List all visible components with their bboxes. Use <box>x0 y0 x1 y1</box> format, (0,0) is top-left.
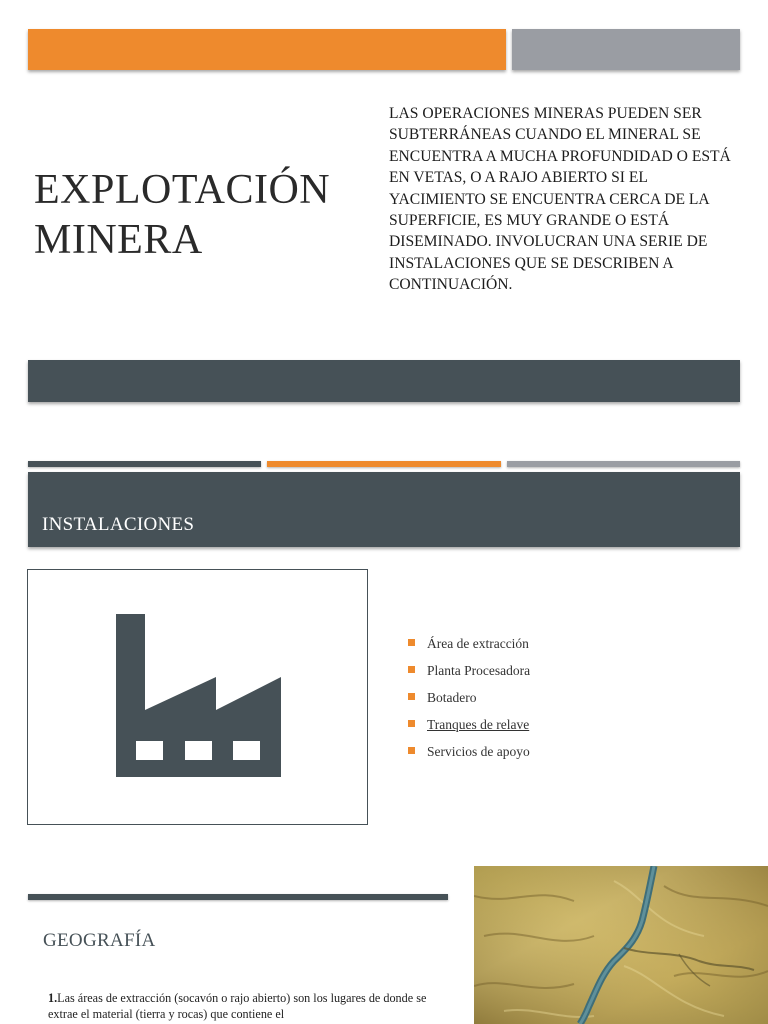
list-item-link[interactable]: Tranques de relave <box>408 715 530 742</box>
terrain-map-image <box>474 866 768 1024</box>
divider-segment-dark <box>28 461 261 467</box>
bullet-square-icon <box>408 639 415 646</box>
slide-title-line2: MINERA <box>34 217 203 263</box>
slide-title <box>34 165 364 265</box>
bullet-square-icon <box>408 666 415 673</box>
bullet-square-icon <box>408 720 415 727</box>
geography-title: GEOGRAFÍA <box>43 930 156 951</box>
bullet-square-icon <box>408 693 415 700</box>
bullet-square-icon <box>408 747 415 754</box>
accent-bar-gray <box>512 29 740 70</box>
river-terrain-illustration <box>474 866 768 1024</box>
section-title: INSTALACIONES <box>42 514 195 535</box>
divider-segment-orange <box>267 461 501 467</box>
section-header <box>28 472 740 547</box>
divider-segment-gray <box>507 461 740 467</box>
intro-paragraph: LAS OPERACIONES MINERAS PUEDEN SER SUBTERRÁNEAS CUANDO EL MINERAL SE ENCUENTRA A MUCHA PROFUNDIDAD O ESTÁ EN VETAS, O A RAJO ABIERTO SI EL YACIMIENTO SE ENCUENTRA CERCA DE LA SUPERFICIE, ES MUY GRANDE O ESTÁ DISEMINADO. INVOLUCRAN UNA SERIE DE INSTALACIONES QUE SE DESCRIBEN A CONTINUACIÓN. <box>389 105 731 294</box>
slide-title-line1: EXPLOTACIÓN <box>34 167 331 213</box>
accent-bar-orange <box>28 29 506 70</box>
list-item: Área de extracción <box>408 634 530 661</box>
section-rule <box>28 894 448 900</box>
installations-list <box>408 634 530 769</box>
paragraph-body: Las áreas de extracción (socavón o rajo abierto) son los lugares de donde se extrae el material (tierra y rocas) que contiene el <box>48 991 427 1021</box>
factory-icon <box>28 570 366 823</box>
footer-band <box>28 360 740 402</box>
paragraph-number: 1. <box>48 991 58 1005</box>
list-item: Botadero <box>408 688 530 715</box>
list-item: Planta Procesadora <box>408 661 530 688</box>
geography-text <box>48 990 448 1022</box>
list-item: Servicios de apoyo <box>408 742 530 769</box>
factory-image-frame <box>27 569 368 825</box>
